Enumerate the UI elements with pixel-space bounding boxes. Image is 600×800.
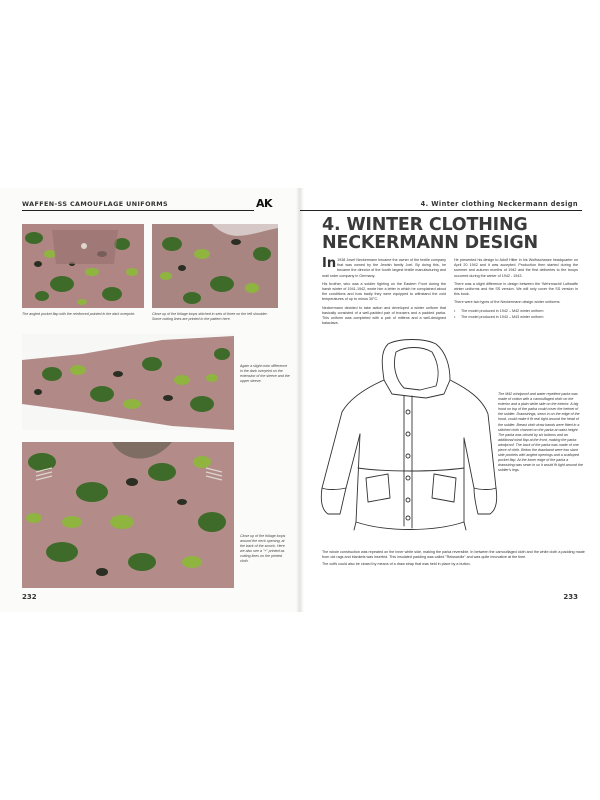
col1-paragraph-1: 1938 Josef Neckermann became the owner of the textile company that was owned by the Jewish family Joel. By doing this, he became the director of the fourth largest textile manufacturing and mail order company in Germany. (322, 258, 446, 278)
left-page (0, 188, 300, 612)
photo-shoulder-loops (152, 224, 278, 308)
caption-neck-opening: Close up of the foliage loops around the neck opening, at the back of the smock. Here we also see a "+" printed as cutting lines on the printed cloth. (240, 534, 286, 563)
left-header-rule (22, 210, 254, 211)
bottom-text (322, 550, 586, 570)
bullet-item: • The model produced in 1942 – M42 winter uniform (454, 308, 544, 313)
dropcap: In (322, 256, 337, 271)
text-column-2 (454, 258, 578, 321)
right-running-head: 4. Winter clothing Neckermann design (420, 200, 578, 208)
parka-line-drawing (316, 338, 500, 538)
right-page (300, 188, 600, 612)
ak-logo: AK (256, 197, 273, 210)
right-header-rule (300, 210, 582, 211)
photo-neck-opening (22, 442, 234, 588)
chapter-title-line-2: NECKERMANN DESIGN (322, 233, 538, 253)
col2-paragraph-2: There was a slight difference in design between the 'Wehrmacht/ Luftwaffe winter uniforms and the SS version. We will only cover the SS version in this book. (454, 281, 578, 297)
caption-shoulder-loops: Close up of the foliage loops stitched in sets of three on the left shoulder. Some cutting lines are printed in the pattern here. (152, 312, 268, 321)
col2-paragraph-1: He presented his design to Adolf Hitler in his Wolfsschanze headquarter on April 20 1942 and it was accepted. Production then started during the summer and autumn months of 1942 and the first deliveries to the troops occurred during the winter of 1942 - 1943. (454, 258, 578, 278)
chapter-title-line-1: 4. WINTER CLOTHING (322, 215, 528, 235)
bottom-paragraph-1: The whole construction was repeated on the inner white side, making the parka reversible. In between the camouflaged cloth and the white cloth a padding made from old rags and blankets was inserted. This insulated padding was called "Reisswolle" and was quite innovative at the time. (322, 550, 585, 560)
bullet-item: • The model produced in 1943 – M43 winter uniform (454, 314, 544, 319)
book-gutter (296, 188, 304, 612)
parka-description-caption: The M42 windproof and water repellent parka was made of cotton with a camouflaged cloth on the exterior and a plain white side on the interior. A big hood on top of the parka could cover the helmet of the soldier. Drawstrings, sewn in on the edge of the hood, could make it fit real tight around the head of the soldier. Breast cloth draw bands were fitted in a stitched cloth channel on the parka at waist height. The parka was closed by six buttons and an additional wind flap at the front, making the parka windproof. The back of the parka was made of one piece of cloth. Below the drawband were two slant side pockets with angled openings and a scalloped pocket flap. At the lower edge of the parka a drawstring was sewn in so it would fit tight around the soldier's legs. (498, 392, 583, 473)
left-running-head: WAFFEN-SS CAMOUFLAGE UNIFORMS (22, 200, 168, 208)
left-page-number: 232 (22, 593, 37, 601)
photo-pocket-flap (22, 224, 144, 308)
caption-pocket-flap: The angled pocket flap with the reinforced pointed in the dark overprint. (22, 312, 136, 316)
photo-sleeve (22, 334, 234, 430)
caption-sleeve: Again a slight color difference in the dark overprint on the extension of the sleeve and the upper sleeve. (240, 364, 290, 383)
book-spread (0, 188, 600, 612)
col1-paragraph-2: His brother, who was a soldier fighting on the Eastern Front during the harsh winter of 1941-1942, wrote him a letter in which he complained about the conditions and how badly they were equipped to withstand the cold temperatures of up to minus 30°C. (322, 281, 446, 302)
col2-paragraph-3: There were two types of the Neckermann design winter uniforms: (454, 300, 561, 305)
text-column-1 (322, 258, 446, 329)
col1-paragraph-3: Neckermann decided to take action and developed a winter uniform that basically consisted of a well-padded pair of trousers and a padded parka. This uniform was completed with a pair of mittens and a well-designed balaclava. (322, 305, 446, 326)
right-page-number: 233 (563, 593, 578, 601)
bottom-paragraph-2: The cuffs could also be closed by means of a draw strap that was held in place by a button. (322, 562, 471, 567)
chapter-title (322, 215, 538, 253)
